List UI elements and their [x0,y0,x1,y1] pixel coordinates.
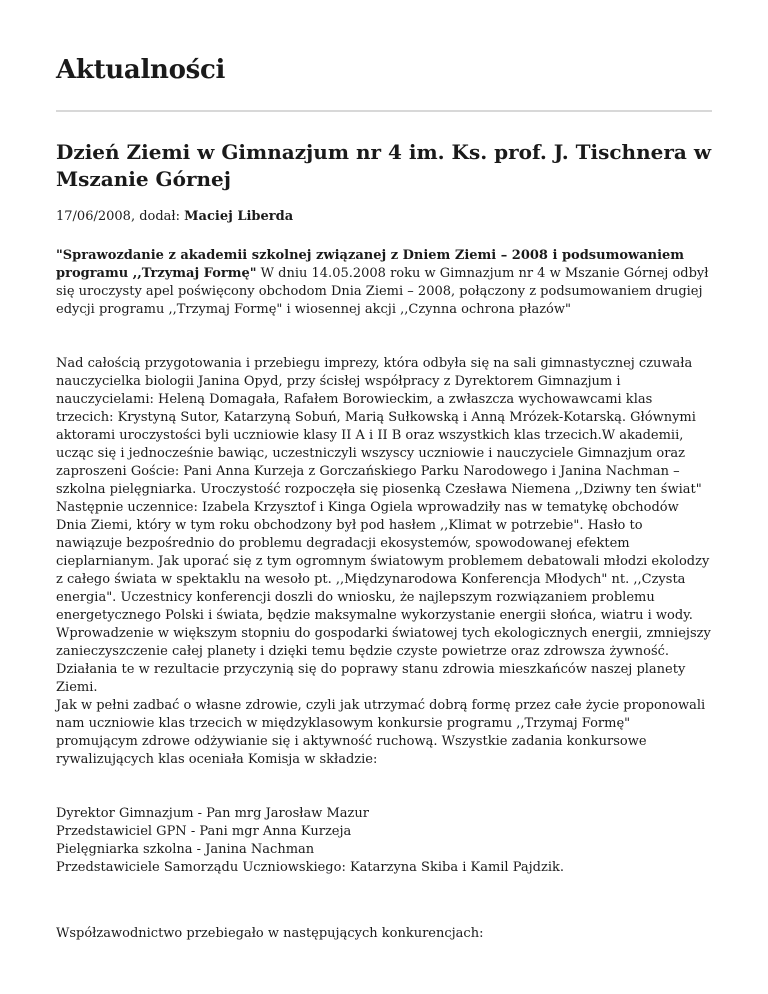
committee-line-4: Przedstawiciele Samorządu Uczniowskiego: Katarzyna Skiba i Kamil Pajdzik. [56,860,565,875]
article-body [56,247,712,943]
section-title: Aktualności [56,55,226,85]
body-paragraph-1: Nad całością przygotowania i przebiegu imprezy, która odbyła się na sali gimnastycznej czuwała nauczycielka biologii Janina Opyd, przy ścisłej współpracy z Dyrektorem Gimnazjum i nauczycielami: Heleną Domagała, Rafałem Borowieckim, a zwłaszcza wychowawcami klas trzecich: Krystyną Sutor, Katarzyną Sobuń, Marią Sułkowską i Anną Mrózek-Kotarską. Głównymi aktorami uroczystości byli uczniowie klasy II A i II B oraz wszystkich klas trzecich.W akademii, ucząc się i jednocześnie bawiąc, uczestniczyli wszyscy uczniowie i nauczyciele Gimnazjum oraz zaproszeni Goście: Pani Anna Kurzeja z Gorczańskiego Parku Narodowego i Janina Nachman – szkolna pielęgniarka. Uroczystość rozpoczęła się piosenką Czesława Niemena ,,Dziwny ten świat" Następnie uczennice: Izabela Krzysztof i Kinga Ogiela wprowadziły nas w tematykę obchodów Dnia Ziemi, który w tym roku obchodzony był pod hasłem ,,Klimat w potrzebie". Hasło to nawiązuje bezpośrednio do problemu degradacji ekosystemów, spowodowanej efektem cieplarnianym. Jak uporać się z tym ogromnym światowym problemem debatowali młodzi ekolodzy z całego świata w spektaklu na wesoło pt. ,,Międzynarodowa Konferencja Młodych" nt. ,,Czysta energia". Uczestnicy konferencji doszli do wniosku, że najlepszym rozwiązaniem problemu energetycznego Polski i świata, będzie maksymalne wykorzystanie energii słońca, wiatru i wody. Wprowadzenie w większym stopniu do gospodarki światowej tych ekologicznych energii, zmniejszy zanieczyszczenie całej planety i dzięki temu będzie czyste powietrze oraz zdrowsza żywność. Działania te w rezultacie przyczynią się do poprawy stanu zdrowia mieszkańców naszej planety Ziemi. [56,356,711,695]
committee-line-2: Przedstawiciel GPN - Pani mgr Anna Kurzeja [56,824,352,839]
spacer [56,769,712,805]
article-date: 17/06/2008 [56,209,131,224]
spacer [56,319,712,355]
article-meta [56,208,712,226]
meta-separator: , [130,209,140,224]
competition-intro: Współzawodnictwo przebiegało w następujących konkurencjach: [56,926,484,941]
article-title[interactable]: Dzień Ziemi w Gimnazjum nr 4 im. Ks. prof. J. Tischnera w Mszanie Górnej [56,140,712,191]
committee-line-3: Pielęgniarka szkolna - Janina Nachman [56,842,315,857]
article [56,139,712,943]
intro-text: W dniu 14.05.2008 roku w Gimnazjum nr 4 w Mszanie Górnej odbył się uroczysty apel poświęcony obchodom Dnia Ziemi – 2008, połączony z podsumowaniem drugiej edycji programu ,,Trzymaj Formę" i wiosennej akcji ,,Czynna ochrona płazów" [56,266,709,317]
intro-paragraph [56,247,712,319]
divider [56,110,712,112]
spacer [56,877,712,925]
added-by-label: dodał: [139,209,181,224]
committee-line-1: Dyrektor Gimnazjum - Pan mrg Jarosław Mazur [56,806,369,821]
body-paragraph-2: Jak w pełni zadbać o własne zdrowie, czyli jak utrzymać dobrą formę przez całe życie proponowali nam uczniowie klas trzecich w międzyklasowym konkursie programu ,,Trzymaj Formę" promującym zdrowe odżywianie się i aktywność ruchową. Wszystkie zadania konkursowe rywalizujących klas oceniała Komisja w składzie: [56,698,706,767]
intro-bold: "Sprawozdanie z akademii szkolnej związanej z Dniem Ziemi – 2008 i podsumowaniem programu ,,Trzymaj Formę" [56,248,685,281]
article-author[interactable]: Maciej Liberda [184,209,294,224]
